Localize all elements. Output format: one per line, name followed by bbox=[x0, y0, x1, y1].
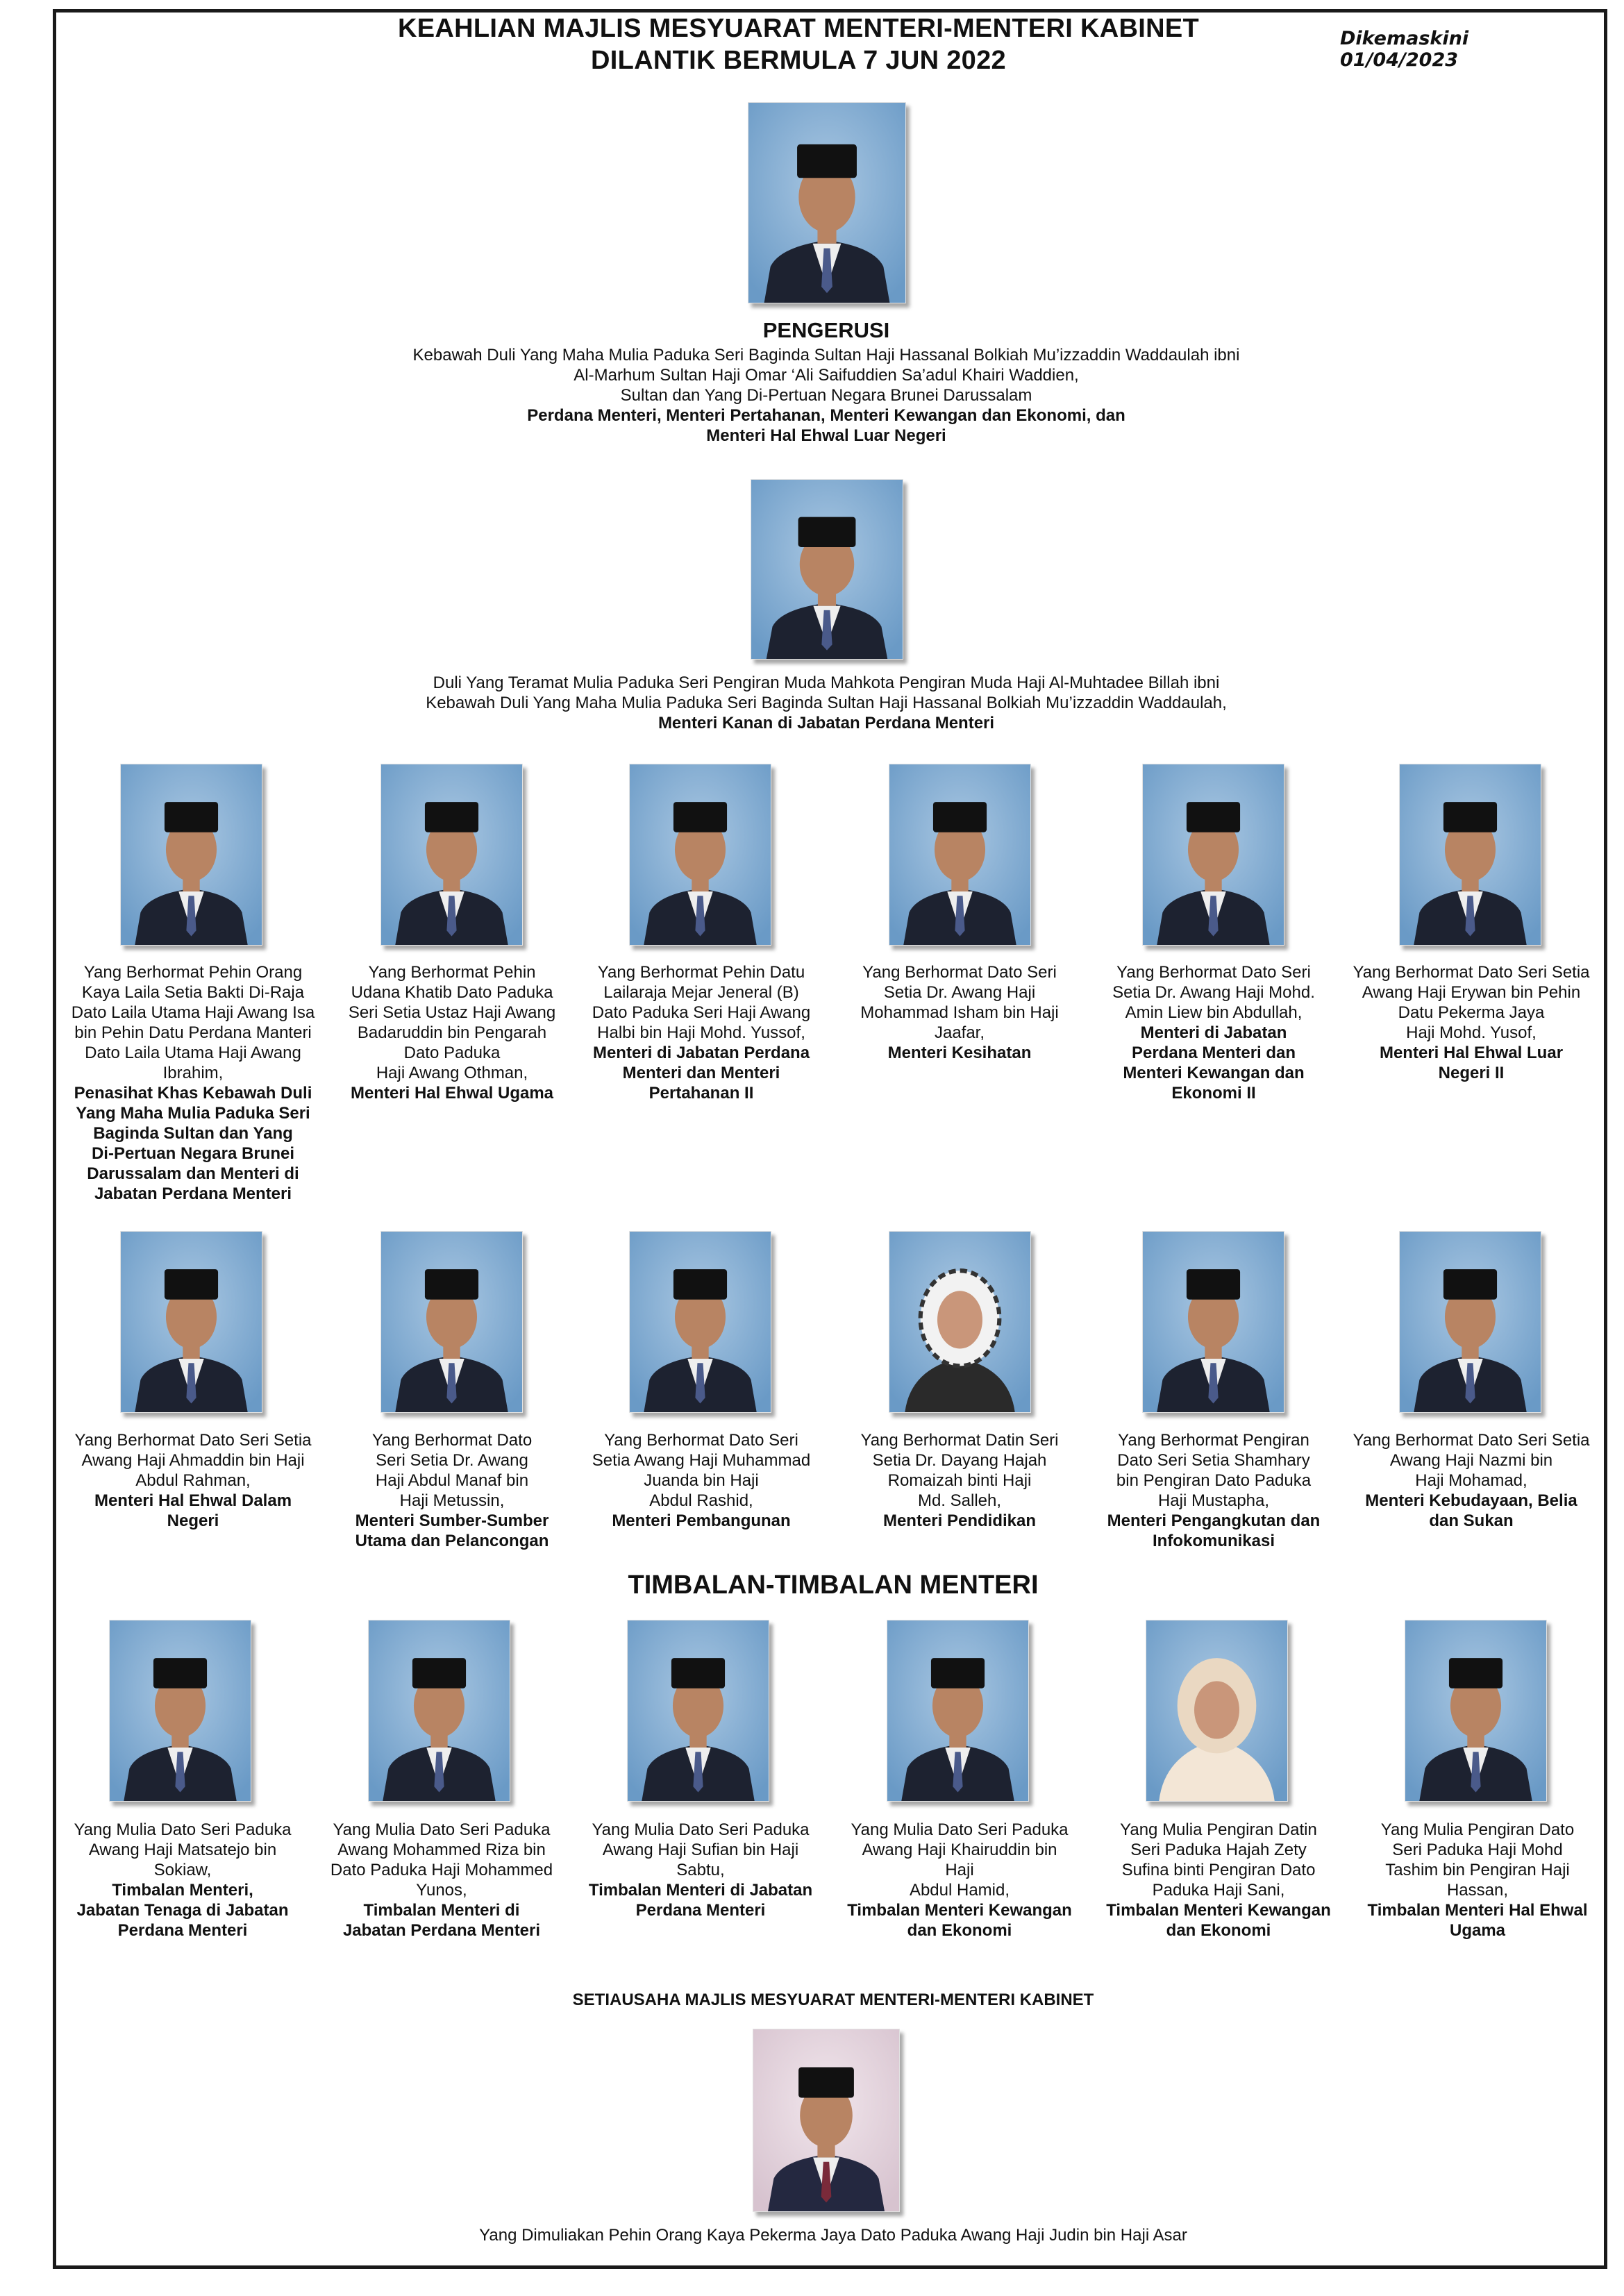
deputy-photo bbox=[1146, 1620, 1288, 1802]
deputy-caption bbox=[1349, 1820, 1606, 1941]
deputy-photo bbox=[109, 1620, 251, 1802]
member-name-line: Datu Pekerma Jaya bbox=[1398, 1003, 1545, 1022]
member-position: Timbalan Menteri Hal Ehwal bbox=[1367, 1901, 1588, 1920]
member-name-line: bin Pengiran Dato Paduka bbox=[1116, 1471, 1312, 1490]
chairman-heading: PENGERUSI bbox=[762, 318, 890, 342]
member-name-line: Juanda bin Haji bbox=[644, 1471, 759, 1490]
member-position: Jabatan Perdana Menteri bbox=[342, 1921, 541, 1940]
member-position: Perdana Menteri bbox=[635, 1901, 766, 1920]
member-name-line: Dato Paduka Seri Haji Awang bbox=[592, 1003, 811, 1022]
member-name-line: Haji Awang Othman, bbox=[376, 1064, 528, 1082]
member-position: Yang Maha Mulia Paduka Seri bbox=[76, 1104, 310, 1123]
member-position: Jabatan Perdana Menteri bbox=[94, 1184, 292, 1203]
member-position: Penasihat Khas Kebawah Duli bbox=[74, 1084, 312, 1103]
member-name-line: Halbi bin Haji Mohd. Yussof, bbox=[597, 1023, 805, 1042]
member-name-line: Jaafar, bbox=[934, 1023, 985, 1042]
member-name-line: Yang Mulia Dato Seri Paduka bbox=[851, 1820, 1069, 1839]
member-name-line: Dato Laila Utama Haji Awang bbox=[85, 1044, 301, 1062]
member-position: Menteri Sumber-Sumber bbox=[355, 1511, 549, 1530]
deputy-photo bbox=[887, 1620, 1029, 1802]
member-name-line: Yang Berhormat Dato Seri Setia bbox=[1353, 1431, 1590, 1450]
portrait-image bbox=[1405, 1620, 1546, 1801]
chairman-position: Perdana Menteri, Menteri Pertahanan, Menteri Kewangan dan Ekonomi, dan bbox=[527, 406, 1125, 425]
member-name-line: Awang Haji Erywan bin Pehin bbox=[1362, 983, 1581, 1002]
member-position: Pertahanan II bbox=[648, 1084, 754, 1103]
portrait-image bbox=[748, 103, 905, 303]
secretary-photo bbox=[753, 2029, 900, 2212]
member-position: Timbalan Menteri Kewangan bbox=[847, 1901, 1072, 1920]
member-name-line: Yang Berhormat Dato Seri bbox=[1116, 963, 1311, 982]
member-name-line: Yang Berhormat Dato Seri bbox=[862, 963, 1057, 982]
member-name-line: Abdul Rahman, bbox=[135, 1471, 251, 1490]
member-position: Infokomunikasi bbox=[1152, 1532, 1275, 1550]
minister-photo bbox=[1399, 1231, 1541, 1413]
chairman-caption bbox=[118, 345, 1534, 446]
member-position: dan Sukan bbox=[1429, 1511, 1514, 1530]
chairman-photo bbox=[748, 102, 906, 303]
portrait-image bbox=[369, 1620, 510, 1801]
page-subtitle: DILANTIK BERMULA 7 JUN 2022 bbox=[591, 46, 1006, 75]
member-position: Timbalan Menteri, bbox=[112, 1881, 253, 1900]
member-position: Menteri Hal Ehwal Dalam bbox=[94, 1491, 292, 1510]
member-name-line: Seri Paduka Haji Mohd bbox=[1392, 1841, 1563, 1859]
portrait-image bbox=[1143, 1232, 1284, 1412]
member-name-line: Haji Metussin, bbox=[399, 1491, 505, 1510]
member-name-line: Setia Dr. Awang Haji bbox=[883, 983, 1036, 1002]
member-name-line: Abdul Rashid, bbox=[649, 1491, 753, 1510]
member-position: Menteri dan Menteri bbox=[622, 1064, 780, 1082]
member-position: Timbalan Menteri di Jabatan bbox=[588, 1881, 813, 1900]
minister-photo bbox=[1142, 1231, 1284, 1413]
portrait-image bbox=[889, 764, 1030, 945]
member-name-line: Awang Haji Nazmi bin bbox=[1389, 1451, 1553, 1470]
member-name-line: Ibrahim, bbox=[162, 1064, 224, 1082]
deputy-caption bbox=[831, 1820, 1088, 1941]
member-name-line: Tashim bin Pengiran Haji bbox=[1385, 1861, 1570, 1879]
member-name-line: Yang Berhormat Pehin bbox=[368, 963, 536, 982]
member-name-line: Awang Mohammed Riza bin bbox=[337, 1841, 546, 1859]
minister-caption bbox=[324, 1430, 580, 1551]
member-position: Menteri Pengangkutan dan bbox=[1107, 1511, 1321, 1530]
member-name-line: Udana Khatib Dato Paduka bbox=[351, 983, 553, 1002]
member-name-line: Yang Berhormat Pengiran bbox=[1118, 1431, 1309, 1450]
portrait-image bbox=[628, 1620, 769, 1801]
member-name-line: Haji Mustapha, bbox=[1157, 1491, 1270, 1510]
member-name-line: Awang Haji Sufian bin Haji bbox=[602, 1841, 799, 1859]
secretary-caption bbox=[208, 2225, 1458, 2245]
member-name-line: Abdul Hamid, bbox=[909, 1881, 1010, 1900]
member-name-line: Haji bbox=[945, 1861, 974, 1879]
member-name-line: Yang Berhormat Dato Seri Setia bbox=[74, 1431, 312, 1450]
portrait-image bbox=[889, 1232, 1030, 1412]
member-name-line: Seri Setia Dr. Awang bbox=[376, 1451, 528, 1470]
member-name-line: Yang Berhormat Dato Seri bbox=[604, 1431, 798, 1450]
member-name-line: Romaizah binti Haji bbox=[887, 1471, 1032, 1490]
member-position: Menteri Pendidikan bbox=[882, 1511, 1037, 1530]
chairman-name-line: Sultan dan Yang Di-Pertuan Negara Brunei Darussalam bbox=[620, 386, 1032, 405]
member-name-line: Yunos, bbox=[416, 1881, 467, 1900]
member-position: Utama dan Pelancongan bbox=[355, 1532, 549, 1550]
minister-photo bbox=[889, 1231, 1031, 1413]
member-name-line: Yang Berhormat Dato Seri Setia bbox=[1353, 963, 1590, 982]
updated-date: Dikemaskini 01/04/2023 bbox=[1340, 28, 1469, 71]
deputy-caption bbox=[313, 1820, 570, 1941]
member-name-line: Amin Liew bin Abdullah, bbox=[1125, 1003, 1303, 1022]
chairman-position: Menteri Hal Ehwal Luar Negeri bbox=[706, 426, 946, 445]
deputies-heading: TIMBALAN-TIMBALAN MENTERI bbox=[628, 1570, 1039, 1600]
member-name-line: Seri Setia Ustaz Haji Awang bbox=[348, 1003, 556, 1022]
member-name-line: bin Pehin Datu Perdana Manteri bbox=[74, 1023, 312, 1042]
senior-minister-name-line: Duli Yang Teramat Mulia Paduka Seri Pengiran Muda Mahkota Pengiran Muda Haji Al-Muhtadee Billah ibni bbox=[433, 673, 1220, 692]
minister-photo bbox=[1399, 764, 1541, 946]
minister-photo bbox=[629, 764, 771, 946]
member-name-line: Yang Mulia Dato Seri Paduka bbox=[592, 1820, 810, 1839]
portrait-image bbox=[630, 1232, 771, 1412]
member-name-line: Dato Seri Setia Shamhary bbox=[1117, 1451, 1310, 1470]
member-name-line: Haji Mohamad, bbox=[1415, 1471, 1527, 1490]
minister-photo bbox=[120, 1231, 262, 1413]
member-position: Timbalan Menteri di bbox=[363, 1901, 520, 1920]
member-name-line: Yang Mulia Dato Seri Paduka bbox=[74, 1820, 292, 1839]
member-name-line: Yang Mulia Pengiran Datin bbox=[1120, 1820, 1317, 1839]
minister-photo bbox=[1142, 764, 1284, 946]
secretary-heading: SETIAUSAHA MAJLIS MESYUARAT MENTERI-MENTERI KABINET bbox=[572, 1991, 1094, 2009]
member-name-line: Yang Mulia Pengiran Dato bbox=[1380, 1820, 1575, 1839]
member-name-line: Awang Haji Khairuddin bin bbox=[862, 1841, 1057, 1859]
portrait-image bbox=[1400, 764, 1541, 945]
deputy-caption bbox=[572, 1820, 829, 1920]
minister-caption bbox=[1085, 1430, 1342, 1551]
deputy-photo bbox=[1405, 1620, 1547, 1802]
member-position: Negeri bbox=[167, 1511, 219, 1530]
member-name-line: Yang Mulia Dato Seri Paduka bbox=[333, 1820, 551, 1839]
member-position: Baginda Sultan dan Yang bbox=[93, 1124, 293, 1143]
member-name-line: Mohammad Isham bin Haji bbox=[860, 1003, 1059, 1022]
deputy-caption bbox=[54, 1820, 311, 1941]
chairman-name-line: Al-Marhum Sultan Haji Omar ‘Ali Saifuddien Sa’adul Khairi Waddien, bbox=[574, 366, 1079, 385]
senior-minister-position: Menteri Kanan di Jabatan Perdana Menteri bbox=[658, 714, 995, 732]
secretary-name: Yang Dimuliakan Pehin Orang Kaya Pekerma Jaya Dato Paduka Awang Haji Judin bin Haji Asar bbox=[479, 2226, 1187, 2245]
member-name-line: Seri Paduka Hajah Zety bbox=[1130, 1841, 1307, 1859]
minister-caption bbox=[65, 1430, 321, 1531]
member-name-line: Yang Berhormat Datin Seri bbox=[860, 1431, 1059, 1450]
minister-photo bbox=[380, 1231, 523, 1413]
member-name-line: Setia Dr. Awang Haji Mohd. bbox=[1112, 983, 1315, 1002]
member-position: Darussalam dan Menteri di bbox=[87, 1164, 299, 1183]
member-position: Menteri Kebudayaan, Belia bbox=[1365, 1491, 1577, 1510]
page-title: KEAHLIAN MAJLIS MESYUARAT MENTERI-MENTERI KABINET bbox=[398, 14, 1199, 43]
member-name-line: Yang Berhormat Dato bbox=[371, 1431, 533, 1450]
deputy-caption bbox=[1090, 1820, 1347, 1941]
minister-photo bbox=[629, 1231, 771, 1413]
portrait-image bbox=[381, 764, 522, 945]
portrait-image bbox=[753, 2029, 899, 2211]
member-position: Menteri di Jabatan Perdana bbox=[592, 1044, 810, 1062]
minister-photo bbox=[120, 764, 262, 946]
member-name-line: Yang Berhormat Pehin Datu bbox=[597, 963, 805, 982]
member-name-line: Awang Haji Ahmaddin bin Haji bbox=[81, 1451, 305, 1470]
deputy-photo bbox=[627, 1620, 769, 1802]
minister-caption bbox=[1343, 1430, 1600, 1531]
member-name-line: Dato Paduka Haji Mohammed bbox=[330, 1861, 553, 1879]
minister-caption bbox=[573, 1430, 830, 1531]
member-name-line: Sokiaw, bbox=[153, 1861, 212, 1879]
member-name-line: Paduka Haji Sani, bbox=[1152, 1881, 1285, 1900]
member-name-line: Lailaraja Mejar Jeneral (B) bbox=[603, 983, 799, 1002]
member-position: dan Ekonomi bbox=[907, 1921, 1012, 1940]
minister-caption bbox=[1343, 962, 1600, 1083]
minister-caption bbox=[65, 962, 321, 1204]
portrait-image bbox=[381, 1232, 522, 1412]
minister-caption bbox=[324, 962, 580, 1103]
member-name-line: Setia Dr. Dayang Hajah bbox=[872, 1451, 1047, 1470]
minister-caption bbox=[1085, 962, 1342, 1103]
member-name-line: Haji Mohd. Yusof, bbox=[1406, 1023, 1537, 1042]
member-name-line: Setia Awang Haji Muhammad bbox=[592, 1451, 811, 1470]
member-name-line: Awang Haji Matsatejo bin bbox=[88, 1841, 277, 1859]
portrait-image bbox=[887, 1620, 1028, 1801]
senior-minister-photo bbox=[751, 479, 903, 660]
member-name-line: Haji Abdul Manaf bin bbox=[375, 1471, 529, 1490]
portrait-image bbox=[751, 480, 903, 659]
member-position: Perdana Menteri dan bbox=[1131, 1044, 1296, 1062]
member-name-line: Dato Laila Utama Haji Awang Isa bbox=[71, 1003, 315, 1022]
member-position: Menteri Hal Ehwal Ugama bbox=[350, 1084, 554, 1103]
minister-photo bbox=[889, 764, 1031, 946]
member-position: Ugama bbox=[1449, 1921, 1506, 1940]
portrait-image bbox=[1143, 764, 1284, 945]
member-position: Menteri Kewangan dan bbox=[1123, 1064, 1305, 1082]
member-name-line: Hassan, bbox=[1446, 1881, 1509, 1900]
minister-photo bbox=[380, 764, 523, 946]
member-position: Perdana Menteri bbox=[117, 1921, 248, 1940]
chairman-name-line: Kebawah Duli Yang Maha Mulia Paduka Seri Baginda Sultan Haji Hassanal Bolkiah Mu’izzaddin Waddaulah ibni bbox=[412, 346, 1240, 364]
member-position: Di-Pertuan Negara Brunei bbox=[91, 1144, 295, 1163]
portrait-image bbox=[1146, 1620, 1287, 1801]
member-name-line: Yang Berhormat Pehin Orang bbox=[83, 963, 303, 982]
member-name-line: Md. Salleh, bbox=[917, 1491, 1002, 1510]
member-name-line: Dato Paduka bbox=[403, 1044, 501, 1062]
portrait-image bbox=[121, 1232, 262, 1412]
senior-minister-name-line: Kebawah Duli Yang Maha Mulia Paduka Seri Baginda Sultan Haji Hassanal Bolkiah Mu’izzaddin Waddaulah, bbox=[426, 694, 1227, 712]
member-name-line: Kaya Laila Setia Bakti Di-Raja bbox=[81, 983, 305, 1002]
member-position: Ekonomi II bbox=[1171, 1084, 1256, 1103]
minister-caption bbox=[573, 962, 830, 1103]
member-position: dan Ekonomi bbox=[1166, 1921, 1271, 1940]
deputy-photo bbox=[368, 1620, 510, 1802]
portrait-image bbox=[1400, 1232, 1541, 1412]
minister-caption bbox=[831, 962, 1088, 1063]
member-name-line: Sabtu, bbox=[676, 1861, 725, 1879]
member-position: Menteri Hal Ehwal Luar bbox=[1379, 1044, 1564, 1062]
portrait-image bbox=[110, 1620, 251, 1801]
member-name-line: Badaruddin bin Pengarah bbox=[357, 1023, 547, 1042]
member-position: Jabatan Tenaga di Jabatan bbox=[76, 1901, 289, 1920]
member-position: Menteri Kesihatan bbox=[887, 1044, 1032, 1062]
portrait-image bbox=[121, 764, 262, 945]
portrait-image bbox=[630, 764, 771, 945]
member-position: Menteri Pembangunan bbox=[612, 1511, 791, 1530]
member-position: Negeri II bbox=[1438, 1064, 1505, 1082]
member-position: Timbalan Menteri Kewangan bbox=[1106, 1901, 1331, 1920]
member-name-line: Sufina binti Pengiran Dato bbox=[1121, 1861, 1316, 1879]
senior-minister-caption bbox=[118, 673, 1534, 733]
member-position: Menteri di Jabatan bbox=[1140, 1023, 1287, 1042]
minister-caption bbox=[831, 1430, 1088, 1531]
